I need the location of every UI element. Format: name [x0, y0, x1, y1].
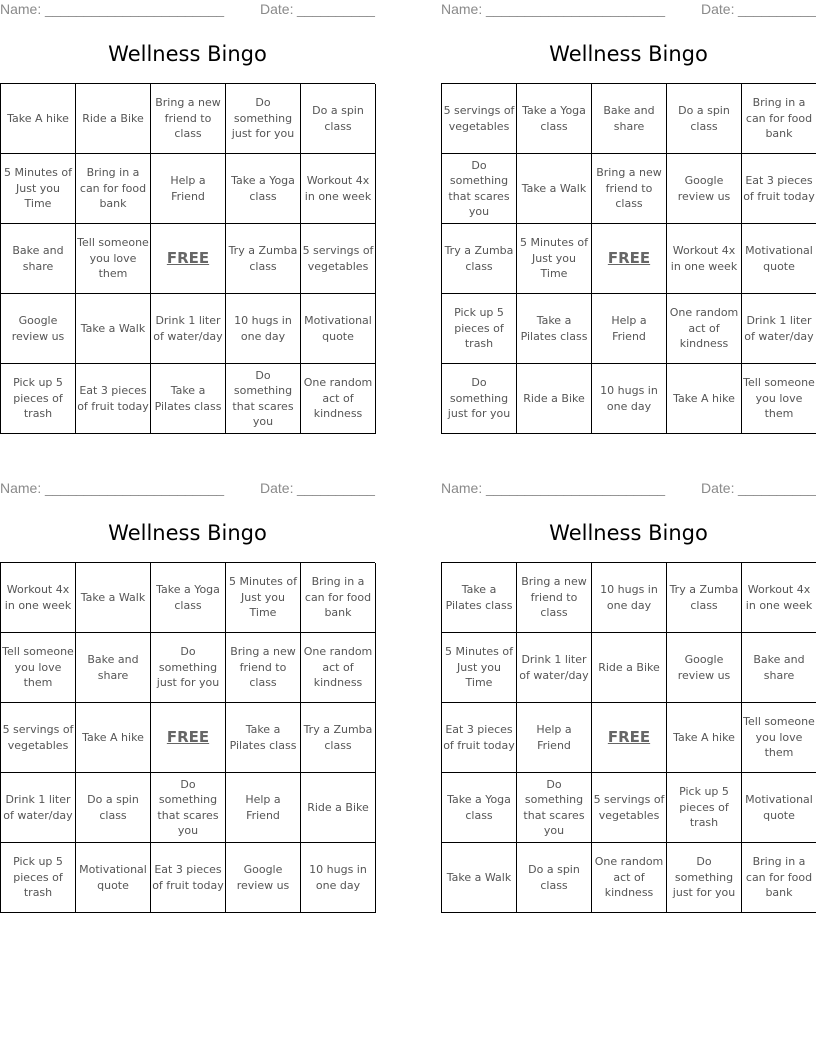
bingo-cell: Google review us: [667, 154, 742, 224]
card-header: [441, 1, 816, 21]
bingo-cell: Ride a Bike: [517, 364, 592, 434]
bingo-cell: Ride a Bike: [301, 773, 376, 843]
bingo-cell: Drink 1 liter of water/day: [742, 294, 816, 364]
bingo-grid: [0, 83, 375, 434]
bingo-cell: Take a Yoga class: [517, 84, 592, 154]
free-space-cell: FREE: [592, 224, 667, 294]
bingo-grid: [441, 83, 816, 434]
bingo-cell: Do a spin class: [301, 84, 376, 154]
date-line[interactable]: __________: [738, 1, 816, 17]
bingo-cell: Bring in a can for food bank: [76, 154, 151, 224]
bingo-cell: One random act of kindness: [301, 364, 376, 434]
bingo-cell: Do something that scares you: [151, 773, 226, 843]
bingo-cell: Try a Zumba class: [667, 563, 742, 633]
card-title: Wellness Bingo: [549, 42, 708, 66]
bingo-cell: Drink 1 liter of water/day: [1, 773, 76, 843]
bingo-cell: 10 hugs in one day: [226, 294, 301, 364]
bingo-cell: Take a Yoga class: [442, 773, 517, 843]
bingo-cell: Do something just for you: [667, 843, 742, 913]
bingo-cell: 10 hugs in one day: [592, 563, 667, 633]
bingo-cell: Take a Yoga class: [226, 154, 301, 224]
bingo-cell: Help a Friend: [151, 154, 226, 224]
bingo-cell: Drink 1 liter of water/day: [517, 633, 592, 703]
name-label: Name:: [441, 1, 483, 17]
bingo-cell: Bake and share: [1, 224, 76, 294]
bingo-card: [441, 479, 816, 913]
bingo-cell: Help a Friend: [592, 294, 667, 364]
bingo-cell: Motivational quote: [76, 843, 151, 913]
bingo-cell: Bring in a can for food bank: [742, 843, 816, 913]
bingo-cell: 5 servings of vegetables: [301, 224, 376, 294]
name-line[interactable]: _______________________: [486, 1, 666, 17]
bingo-card: [0, 479, 375, 913]
bingo-cell: Google review us: [1, 294, 76, 364]
bingo-cell: Eat 3 pieces of fruit today: [76, 364, 151, 434]
bingo-cell: Take a Walk: [517, 154, 592, 224]
bingo-cell: Take a Walk: [76, 563, 151, 633]
bingo-cell: Tell someone you love them: [742, 364, 816, 434]
bingo-cell: 10 hugs in one day: [592, 364, 667, 434]
card-header: [441, 480, 816, 500]
bingo-cell: Do something that scares you: [226, 364, 301, 434]
bingo-cell: 5 Minutes of Just you Time: [517, 224, 592, 294]
name-label: Name:: [0, 1, 42, 17]
bingo-cell: One random act of kindness: [667, 294, 742, 364]
date-label: Date:: [260, 1, 294, 17]
bingo-cell: Take a Yoga class: [151, 563, 226, 633]
bingo-cell: Pick up 5 pieces of trash: [1, 843, 76, 913]
bingo-cell: Workout 4x in one week: [667, 224, 742, 294]
bingo-cell: Try a Zumba class: [442, 224, 517, 294]
bingo-cell: Bring in a can for food bank: [742, 84, 816, 154]
bingo-cell: Do something just for you: [442, 364, 517, 434]
bingo-cell: Tell someone you love them: [742, 703, 816, 773]
bingo-cell: Ride a Bike: [592, 633, 667, 703]
bingo-cell: One random act of kindness: [301, 633, 376, 703]
bingo-cell: Take a Pilates class: [151, 364, 226, 434]
bingo-cell: Do a spin class: [517, 843, 592, 913]
bingo-cell: Bring a new friend to class: [151, 84, 226, 154]
bingo-cell: Workout 4x in one week: [742, 563, 816, 633]
bingo-card: [441, 0, 816, 434]
name-line[interactable]: _______________________: [486, 480, 666, 496]
bingo-cell: Try a Zumba class: [226, 224, 301, 294]
bingo-cell: Take a Walk: [76, 294, 151, 364]
bingo-cell: Bake and share: [592, 84, 667, 154]
name-line[interactable]: _______________________: [45, 480, 225, 496]
bingo-grid: [441, 562, 816, 913]
bingo-cell: 5 Minutes of Just you Time: [226, 563, 301, 633]
date-label: Date:: [701, 1, 735, 17]
bingo-cell: Bring a new friend to class: [226, 633, 301, 703]
bingo-cell: Google review us: [226, 843, 301, 913]
bingo-cell: Do a spin class: [76, 773, 151, 843]
bingo-card: [0, 0, 375, 434]
bingo-cell: Take A hike: [667, 703, 742, 773]
free-space-cell: FREE: [151, 224, 226, 294]
bingo-cell: Do something that scares you: [442, 154, 517, 224]
bingo-cell: Bring a new friend to class: [592, 154, 667, 224]
card-title: Wellness Bingo: [108, 42, 267, 66]
name-label: Name:: [0, 480, 42, 496]
bingo-cell: Workout 4x in one week: [301, 154, 376, 224]
card-title: Wellness Bingo: [549, 521, 708, 545]
bingo-cell: Try a Zumba class: [301, 703, 376, 773]
bingo-cell: Take a Walk: [442, 843, 517, 913]
bingo-cell: One random act of kindness: [592, 843, 667, 913]
bingo-cell: Eat 3 pieces of fruit today: [742, 154, 816, 224]
bingo-cell: Take a Pilates class: [517, 294, 592, 364]
bingo-cell: Motivational quote: [301, 294, 376, 364]
card-title: Wellness Bingo: [108, 521, 267, 545]
bingo-cell: Help a Friend: [226, 773, 301, 843]
bingo-cell: Help a Friend: [517, 703, 592, 773]
bingo-cell: Do a spin class: [667, 84, 742, 154]
bingo-cell: 5 servings of vegetables: [442, 84, 517, 154]
bingo-cell: Do something just for you: [151, 633, 226, 703]
bingo-cell: Workout 4x in one week: [1, 563, 76, 633]
free-space-cell: FREE: [592, 703, 667, 773]
bingo-cell: Motivational quote: [742, 224, 816, 294]
bingo-cell: Take A hike: [1, 84, 76, 154]
bingo-cell: 10 hugs in one day: [301, 843, 376, 913]
bingo-cell: Bake and share: [76, 633, 151, 703]
bingo-cell: 5 Minutes of Just you Time: [1, 154, 76, 224]
bingo-cell: Tell someone you love them: [1, 633, 76, 703]
bingo-cell: Take a Pilates class: [226, 703, 301, 773]
bingo-cell: Tell someone you love them: [76, 224, 151, 294]
bingo-cell: Take A hike: [667, 364, 742, 434]
bingo-cell: Eat 3 pieces of fruit today: [442, 703, 517, 773]
bingo-cell: Pick up 5 pieces of trash: [1, 364, 76, 434]
bingo-cell: Motivational quote: [742, 773, 816, 843]
bingo-cell: Bring a new friend to class: [517, 563, 592, 633]
bingo-cell: 5 servings of vegetables: [1, 703, 76, 773]
name-label: Name:: [441, 480, 483, 496]
bingo-cell: Take a Pilates class: [442, 563, 517, 633]
date-line[interactable]: __________: [297, 1, 375, 17]
bingo-cell: Eat 3 pieces of fruit today: [151, 843, 226, 913]
free-space-cell: FREE: [151, 703, 226, 773]
bingo-cell: Do something just for you: [226, 84, 301, 154]
bingo-cell: Do something that scares you: [517, 773, 592, 843]
bingo-cell: Bring in a can for food bank: [301, 563, 376, 633]
date-line[interactable]: __________: [297, 480, 375, 496]
bingo-cell: Bake and share: [742, 633, 816, 703]
bingo-cell: 5 servings of vegetables: [592, 773, 667, 843]
bingo-cell: Pick up 5 pieces of trash: [667, 773, 742, 843]
date-label: Date:: [260, 480, 294, 496]
bingo-cell: 5 Minutes of Just you Time: [442, 633, 517, 703]
name-line[interactable]: _______________________: [45, 1, 225, 17]
card-header: [0, 480, 375, 500]
bingo-cell: Ride a Bike: [76, 84, 151, 154]
bingo-grid: [0, 562, 375, 913]
bingo-cell: Drink 1 liter of water/day: [151, 294, 226, 364]
card-header: [0, 1, 375, 21]
bingo-cell: Take A hike: [76, 703, 151, 773]
date-label: Date:: [701, 480, 735, 496]
bingo-cell: Google review us: [667, 633, 742, 703]
date-line[interactable]: __________: [738, 480, 816, 496]
bingo-cell: Pick up 5 pieces of trash: [442, 294, 517, 364]
